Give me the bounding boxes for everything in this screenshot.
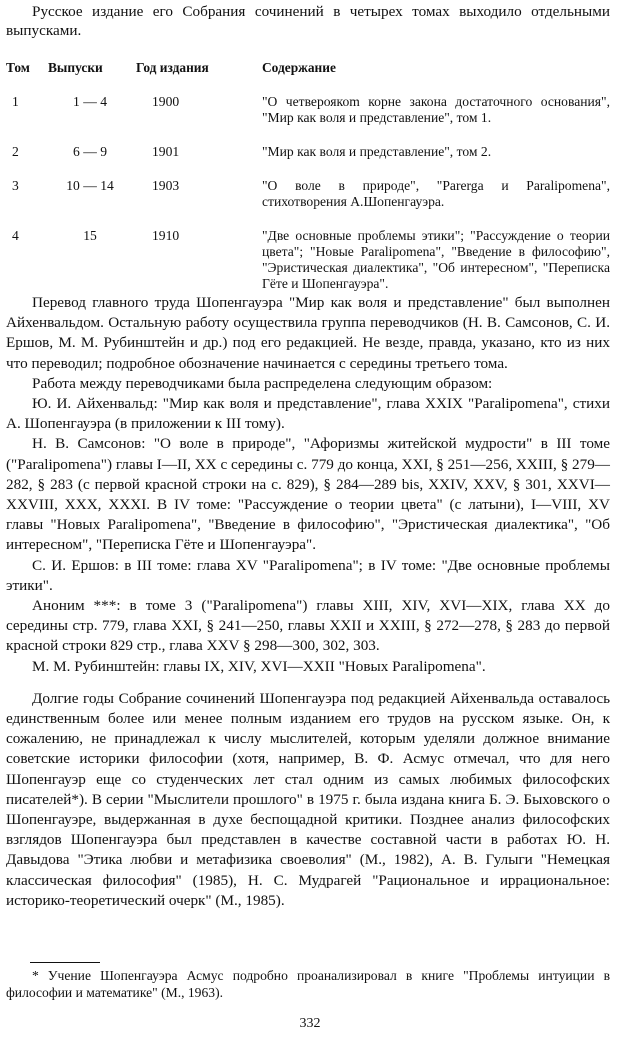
cell-vypuski: 10 — 14 [66,178,114,193]
cell-soderzhanie: "Две основные проблемы этики"; "Рассуждение о теории цвета"; "Новые Paralipomena", "Введение в философию", "Эристическая диалектика", "Об интересном", "Переписка Гёте и Шопенгауэра". [262,228,610,291]
cell-soderzhanie: "Мир как воля и представление", том 2. [262,144,492,159]
cell-tom: 3 [12,178,19,193]
paragraph-aikhenvald: Ю. И. Айхенвальд: "Мир как воля и представление", глава XXIX "Paralipomena", стихи А. Шопенгауэра (в приложении к III тому). [6,395,610,433]
cell-vypuski: 6 — 9 [73,144,107,159]
cell-god: 1903 [152,178,180,193]
cell-god: 1901 [152,144,180,159]
table-header-row [6,52,610,94]
cell-vypuski: 15 [83,228,97,243]
table-row [6,144,610,178]
paragraph-history: Долгие годы Собрание сочинений Шопенгауэра под редакцией Айхенвальда оставалось единственным более или менее полным изданием его трудов на русском языке. Он, к сожалению, не принадлежал к числу мыслителей, которым уделяли должное внимание советские историки философии (хотя, например, В. Ф. Асмус отмечал, что для него Шопенгауэр еще со студенческих лет стал одним из самых любимых философских писателей*). В серии "Мыслители прошлого" в 1975 г. была издана книга Б. Э. Быховского о Шопенгауэре, выдержанная в духе беспощадной критики. Позднее анализ философских взглядов Шопенгауэра был представлен в качестве составной части в работах Ю. Н. Давыдова "Этика любви и метафизика своеволия" (М., 1982), А. В. Гулыги "Немецкая классическая философия" (1985), Н. С. Мудрагей "Рациональное и иррациональное: историко-теоретический очерк" (М., 1985). [6,689,610,909]
cell-vypuski: 1 — 4 [73,94,107,109]
header-god: Год издания [136,60,209,75]
intro-paragraph: Русское издание его Собрания сочинений в четырех томах выходило отдельными выпусками. [6,3,610,39]
paragraph-samsonov: Н. В. Самсонов: "О воле в природе", "Афоризмы житейской мудрости" в III томе ("Paralipomena") главы I—II, XX с середины с. 779 до конца, XXI, § 251—256, XXIII, § 279—282, § 283 (с первой красной строки на с. 829), § 284—289 bis, XXIV, XXV, § 301, XXVI—XXVIII, XXX, XXXI. В IV томе: "Рассуждение о теории цвета" (с латыни), I—VIII, XV главы "Новых Paralipomena", "Введение в философию", "Эристическая диалектика", "Об интересном", "Переписка Гёте и Шопенгауэра". [6,435,610,554]
footnote-divider [30,962,100,963]
cell-soderzhanie: "О воле в природе", "Parerga и Paralipomena", стихотворения А.Шопенгауэра. [262,178,610,209]
table-row [6,178,610,228]
header-soderzhanie: Содержание [262,60,336,75]
cell-tom: 1 [12,94,19,109]
paragraph-ershov: С. И. Ершов: в III томе: глава XV "Paralipomena"; в IV томе: "Две основные проблемы этики". [6,556,610,594]
cell-god: 1910 [152,228,180,243]
header-vypuski: Выпуски [48,60,103,75]
cell-tom: 2 [12,144,19,159]
footnote: * Учение Шопенгауэра Асмус подробно проанализировал в книге "Проблемы интуиции в философии и математике" (М., 1963). [6,968,610,1000]
table-row [6,94,610,144]
volumes-table [6,52,610,310]
paragraph-rubinshtein: М. М. Рубинштейн: главы IX, XIV, XVI—XXII "Новых Paralipomena". [32,657,486,675]
paragraph-distribution: Работа между переводчиками была распределена следующим образом: [32,374,493,392]
page-number: 332 [299,1016,321,1031]
body-text [6,293,610,911]
cell-soderzhanie: "О четвероякоm корне закона достаточного основания", "Мир как воля и представление", том 1. [262,94,610,125]
cell-tom: 4 [12,228,19,243]
header-tom: Том [6,60,30,75]
cell-god: 1900 [152,94,180,109]
paragraph-anonym: Аноним ***: в томе 3 ("Paralipomena") главы XIII, XIV, XVI—XIX, глава XX до середины стр. 779, глава XXI, § 241—250, главы XXII и XXIII, § 272—278, § 283 до первой красной строки 829 стр., глава XXV § 298—300, 302, 303. [6,597,610,655]
paragraph-translation: Перевод главного труда Шопенгауэра "Мир как воля и представление" был выполнен Айхенвальдом. Остальную работу осуществила группа переводчиков (Н. В. Самсонов, С. И. Ершов, М. М. Рубинштейн и др.) под его редакцией. Не везде, правда, указано, кто из них что переводил; подробное обозначение начинается с середины третьего тома. [6,294,610,372]
